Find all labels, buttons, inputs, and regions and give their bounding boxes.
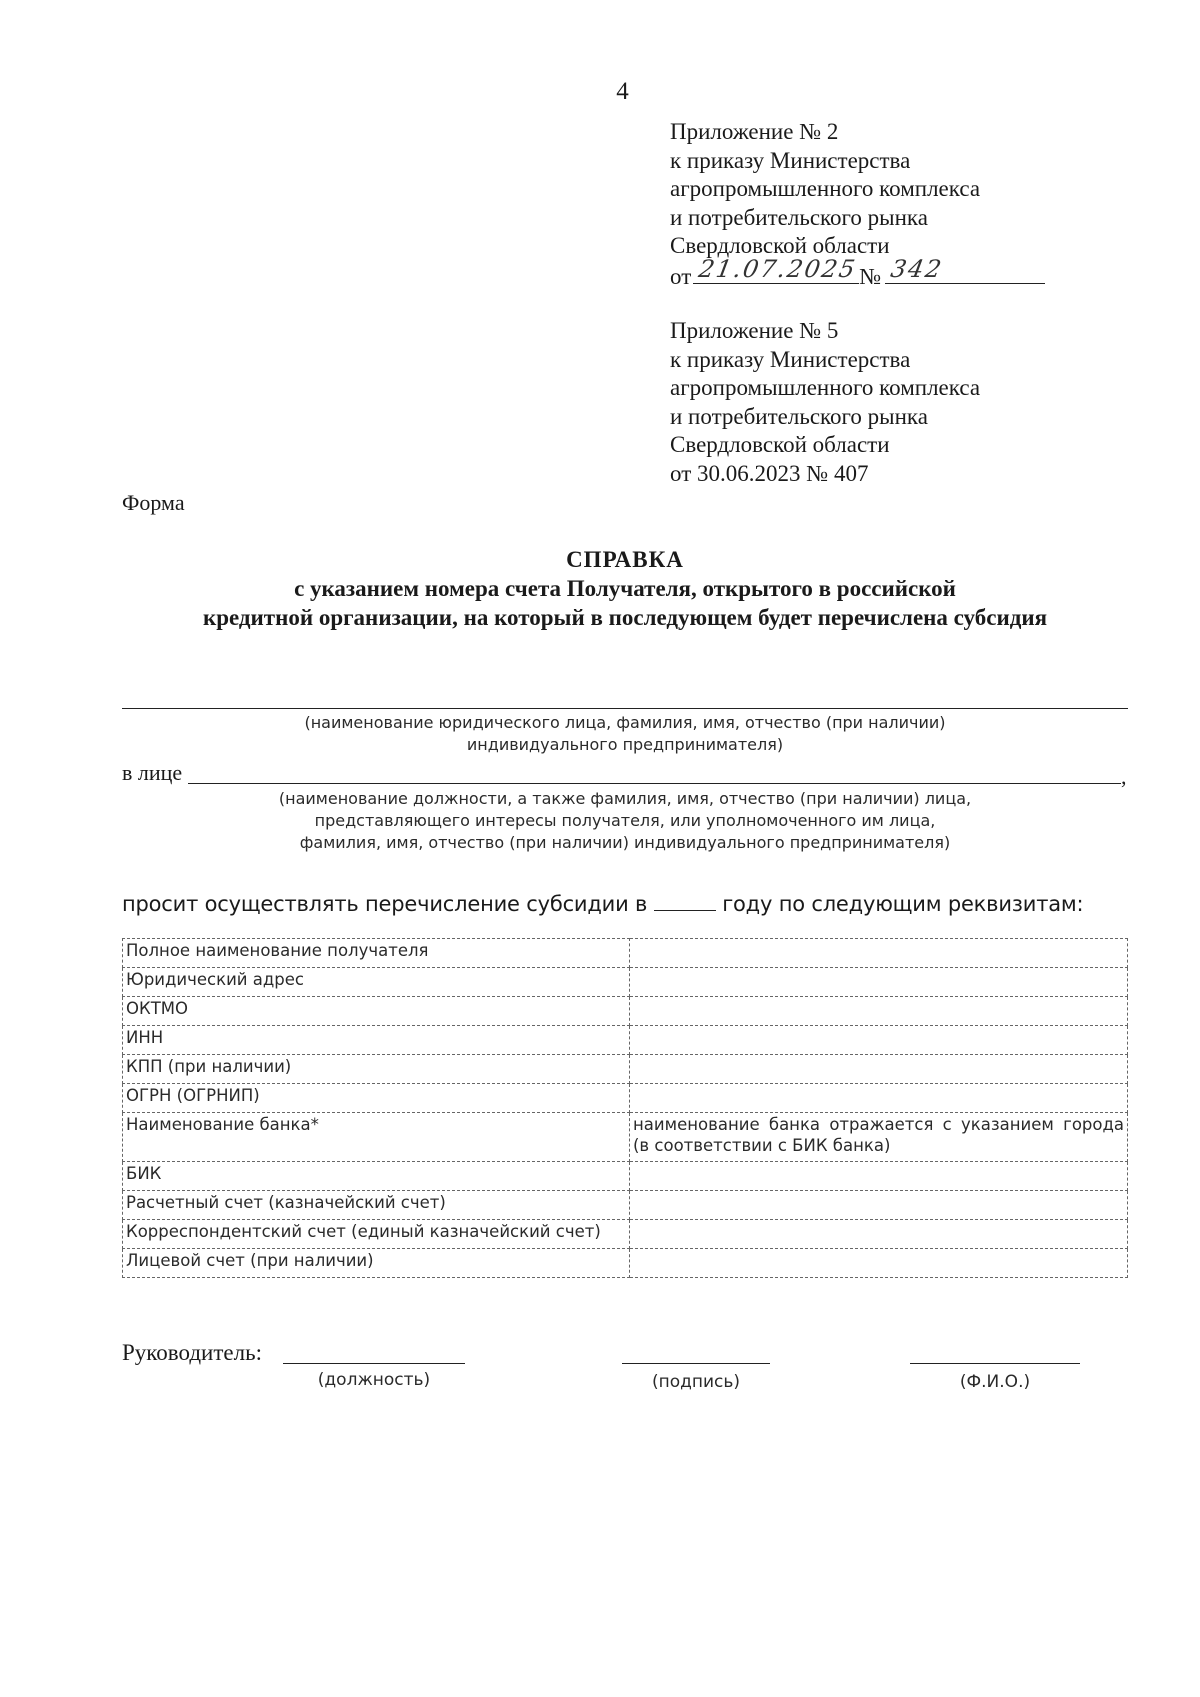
request-text-after: году по следующим реквизитам: — [722, 892, 1084, 916]
date-prefix: от — [670, 263, 692, 289]
appendix-5-line: Приложение № 5 — [670, 318, 839, 343]
form-label: Форма — [122, 490, 185, 515]
table-row — [123, 1220, 1128, 1249]
requisite-label: Наименование банка* — [123, 1113, 630, 1162]
appendix-2-line: Свердловской области — [670, 233, 890, 258]
requisite-label: Юридический адрес — [123, 968, 630, 997]
requisite-label: Лицевой счет (при наличии) — [123, 1249, 630, 1278]
page-number: 4 — [616, 78, 629, 105]
document-title — [122, 545, 1128, 632]
representative-line — [188, 783, 1121, 784]
table-row — [123, 939, 1128, 968]
title-line: с указанием номера счета Получателя, открытого в российской — [294, 576, 956, 601]
year-blank-field — [654, 892, 716, 911]
handwritten-date: 21.07.2025 — [696, 255, 860, 283]
appendix-5-line: и потребительского рынка — [670, 403, 928, 429]
requisite-value — [630, 1084, 1128, 1113]
table-row — [123, 997, 1128, 1026]
appendix-5-line: к приказу Министерства — [670, 346, 911, 372]
handwritten-number-field — [885, 255, 1045, 284]
appendix-2-line: Приложение № 2 — [670, 119, 839, 144]
appendix-2-date-line — [670, 255, 1090, 292]
title-main: СПРАВКА — [566, 547, 684, 572]
requisite-value: наименование банка отражается с указанием города (в соответствии с БИК банка) — [630, 1113, 1128, 1162]
appendix-5-line: Свердловской области — [670, 432, 890, 457]
signature-line — [622, 1363, 770, 1364]
handwritten-date-field — [693, 255, 860, 284]
position-caption: (должность) — [317, 1370, 431, 1390]
signature-caption: (подпись) — [651, 1372, 741, 1392]
requisite-value — [630, 1249, 1128, 1278]
requisite-value — [630, 997, 1128, 1026]
request-text-before: просит осуществлять перечисление субсидии в — [122, 892, 648, 916]
in-person-label: в лице — [122, 760, 183, 785]
number-sign: № — [859, 263, 882, 289]
position-line — [283, 1363, 465, 1364]
full-name-line — [910, 1363, 1080, 1364]
requisite-value — [630, 1026, 1128, 1055]
requisite-value — [630, 939, 1128, 968]
representative-line-comma: , — [1121, 764, 1127, 789]
requisite-label: Корреспондентский счет (единый казначейский счет) — [123, 1220, 630, 1249]
table-row — [123, 968, 1128, 997]
title-line: кредитной организации, на который в последующем будет перечислена субсидия — [202, 605, 1048, 630]
handwritten-number: 342 — [888, 255, 946, 283]
recipient-caption — [122, 712, 1128, 756]
table-row — [123, 1026, 1128, 1055]
appendix-2-line: и потребительского рынка — [670, 204, 928, 230]
request-sentence — [122, 892, 1083, 916]
requisite-label: ОГРН (ОГРНИП) — [123, 1084, 630, 1113]
requisite-label: ОКТМО — [123, 997, 630, 1026]
table-row — [123, 1162, 1128, 1191]
caption-line: индивидуального предпринимателя) — [466, 735, 784, 754]
caption-line: представляющего интересы получателя, или уполномоченного им лица, — [314, 811, 936, 830]
requisite-value — [630, 1055, 1128, 1084]
table-row — [123, 1191, 1128, 1220]
requisite-label: КПП (при наличии) — [123, 1055, 630, 1084]
appendix-2-line: агропромышленного комплекса — [670, 176, 981, 201]
requisite-label: БИК — [123, 1162, 630, 1191]
requisite-label: Полное наименование получателя — [123, 939, 630, 968]
requisite-value — [630, 1162, 1128, 1191]
appendix-2-line: к приказу Министерства — [670, 147, 911, 173]
appendix-5-line: от 30.06.2023 № 407 — [670, 460, 869, 486]
table-row — [123, 1084, 1128, 1113]
full-name-caption: (Ф.И.О.) — [959, 1372, 1031, 1392]
table-row — [123, 1249, 1128, 1278]
table-row — [123, 1113, 1128, 1162]
table-row — [123, 1055, 1128, 1084]
caption-line: фамилия, имя, отчество (при наличии) индивидуального предпринимателя) — [299, 833, 951, 852]
requisite-label: ИНН — [123, 1026, 630, 1055]
requisite-label: Расчетный счет (казначейский счет) — [123, 1191, 630, 1220]
recipient-name-line — [122, 708, 1128, 709]
appendix-2-block — [670, 118, 1090, 291]
representative-caption — [122, 788, 1128, 854]
signature-label: Руководитель: — [122, 1340, 262, 1365]
requisite-value — [630, 1191, 1128, 1220]
requisites-table — [122, 938, 1128, 1278]
caption-line: (наименование юридического лица, фамилия, имя, отчество (при наличии) — [304, 713, 946, 732]
requisite-value — [630, 968, 1128, 997]
requisite-value — [630, 1220, 1128, 1249]
caption-line: (наименование должности, а также фамилия, имя, отчество (при наличии) лица, — [278, 789, 972, 808]
appendix-5-block — [670, 317, 1090, 488]
appendix-5-line: агропромышленного комплекса — [670, 375, 981, 400]
